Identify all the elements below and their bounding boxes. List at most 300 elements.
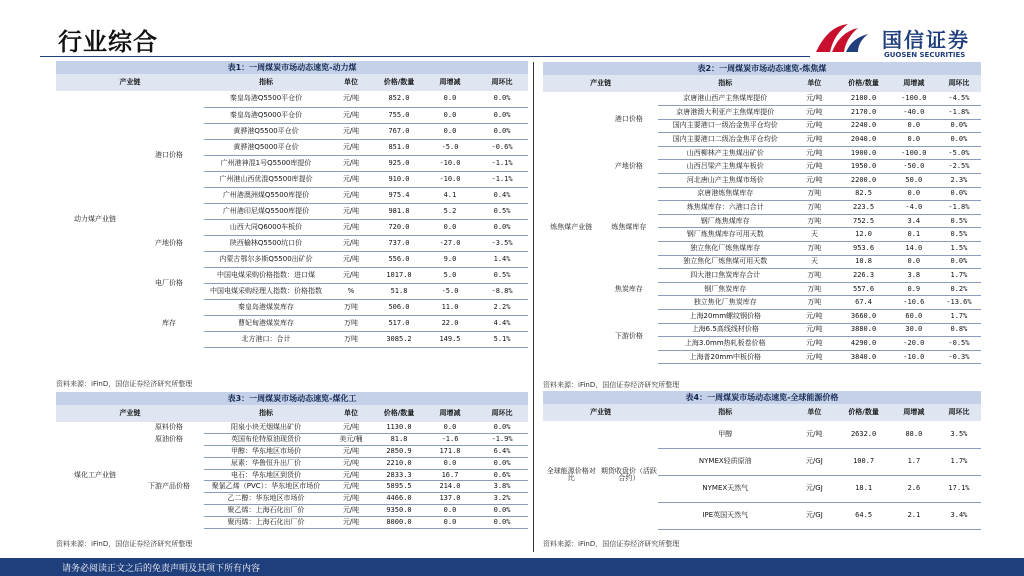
group-label: 原油价格: [155, 435, 183, 444]
unit-cell: 元/吨: [328, 446, 374, 458]
value-cell: 755.0: [374, 107, 424, 123]
weekly-change-cell: 0.1: [891, 228, 937, 242]
header-wpct: 周环比: [937, 404, 981, 421]
indicator-name: 英国布伦特原油现货价: [204, 434, 328, 446]
indicator-name: 独立焦化厂炼焦煤可用天数: [658, 255, 792, 269]
indicator-name: 山西大同Q6000车板价: [204, 219, 328, 235]
indicator-name: 上海普20mm中板价格: [658, 350, 792, 364]
unit-cell: 万吨: [792, 242, 836, 256]
value-cell: 767.0: [374, 123, 424, 139]
weekly-pct-cell: 1.7%: [937, 310, 981, 324]
indicator-name: 尿素：华鲁恒升出厂价: [204, 457, 328, 469]
indicator-name: 北方港口：合计: [204, 331, 328, 347]
unit-cell: 元/吨: [792, 337, 836, 351]
value-cell: 100.7: [836, 448, 890, 475]
value-cell: 2850.9: [374, 446, 424, 458]
indicator-name: 聚乙烯：上海石化出厂价: [204, 505, 328, 517]
weekly-pct-cell: 3.8%: [476, 481, 528, 493]
table-row: [543, 421, 981, 448]
value-cell: 3840.0: [836, 350, 890, 364]
weekly-change-cell: 214.0: [424, 481, 476, 493]
table4-source: 资料来源：iFinD，国信证券经济研究所整理: [543, 540, 680, 548]
weekly-pct-cell: -5.0%: [937, 146, 981, 160]
weekly-change-cell: 11.0: [424, 299, 476, 315]
header-row: [543, 404, 981, 421]
group-label: 电厂价格: [155, 278, 183, 287]
unit-cell: 元/GJ: [792, 502, 836, 529]
brand-name-cn: 国信证券: [882, 28, 970, 52]
weekly-change-cell: -10.0: [424, 171, 476, 187]
value-cell: 82.5: [836, 187, 890, 201]
weekly-change-cell: 30.0: [891, 323, 937, 337]
value-cell: 752.5: [836, 214, 890, 228]
weekly-change-cell: -20.0: [891, 337, 937, 351]
weekly-pct-cell: 0.4%: [476, 187, 528, 203]
weekly-change-cell: 88.0: [891, 421, 937, 448]
weekly-pct-cell: 0.0%: [476, 516, 528, 528]
indicator-name: 黄骅港Q5500平仓价: [204, 123, 328, 139]
value-cell: 851.0: [374, 139, 424, 155]
unit-cell: 天: [792, 228, 836, 242]
unit-cell: 元/吨: [792, 350, 836, 364]
table2-table: [543, 62, 981, 364]
value-cell: 981.8: [374, 203, 424, 219]
weekly-pct-cell: -0.5%: [937, 337, 981, 351]
indicator-name: 秦皇岛港煤炭库存: [204, 299, 328, 315]
value-cell: 51.8: [374, 283, 424, 299]
unit-cell: 元/吨: [328, 251, 374, 267]
value-cell: 3880.0: [836, 323, 890, 337]
indicator-name: 黄骅港Q5000平仓价: [204, 139, 328, 155]
indicator-name: 钢厂炼焦煤库存: [658, 214, 792, 228]
table3-source: 资料来源：iFinD，国信证券经济研究所整理: [56, 540, 193, 548]
indicator-name: IPE英国天然气: [658, 502, 792, 529]
indicator-name: 独立焦化厂炼焦煤库存: [658, 242, 792, 256]
unit-cell: 万吨: [792, 296, 836, 310]
weekly-pct-cell: 0.0%: [476, 107, 528, 123]
indicator-name: 聚氯乙烯（PVC）：华东地区市场价: [204, 481, 328, 493]
chain-label: 煤化工产业链: [74, 470, 116, 479]
value-cell: 12.0: [836, 228, 890, 242]
group-label: 港口价格: [155, 150, 183, 159]
table2-title: 表2：一周煤炭市场动态速览-炼焦煤: [543, 62, 981, 75]
value-cell: 3660.0: [836, 310, 890, 324]
weekly-pct-cell: 2.3%: [937, 174, 981, 188]
weekly-change-cell: -10.6: [891, 296, 937, 310]
weekly-pct-cell: -1.1%: [476, 171, 528, 187]
weekly-pct-cell: 0.5%: [937, 214, 981, 228]
weekly-pct-cell: 0.0%: [937, 133, 981, 147]
table-row: [543, 92, 981, 106]
value-cell: 64.5: [836, 502, 890, 529]
value-cell: 2833.3: [374, 469, 424, 481]
weekly-pct-cell: 3.4%: [937, 502, 981, 529]
unit-cell: 万吨: [328, 299, 374, 315]
unit-cell: 元/吨: [792, 174, 836, 188]
weekly-pct-cell: 0.0%: [476, 219, 528, 235]
unit-cell: 元/吨: [792, 421, 836, 448]
unit-cell: 元/吨: [328, 155, 374, 171]
weekly-change-cell: 2.1: [891, 502, 937, 529]
indicator-name: 甲醇: [658, 421, 792, 448]
indicator-name: 甲醇：华东地区市场价: [204, 446, 328, 458]
weekly-pct-cell: -1.8%: [937, 201, 981, 215]
weekly-change-cell: 0.0: [424, 516, 476, 528]
weekly-change-cell: 0.0: [424, 219, 476, 235]
weekly-pct-cell: 6.4%: [476, 446, 528, 458]
table-row: [56, 422, 528, 434]
weekly-change-cell: -50.0: [891, 160, 937, 174]
weekly-change-cell: 0.0: [891, 119, 937, 133]
value-cell: 557.6: [836, 282, 890, 296]
header-unit: 单位: [792, 75, 836, 92]
header-index: 指标: [204, 74, 328, 91]
value-cell: 506.0: [374, 299, 424, 315]
header-unit: 单位: [328, 74, 374, 91]
value-cell: 737.0: [374, 235, 424, 251]
value-cell: 2210.0: [374, 457, 424, 469]
indicator-name: 山西吕梁产主焦煤车板价: [658, 160, 792, 174]
weekly-change-cell: 4.1: [424, 187, 476, 203]
table4-table: [543, 391, 981, 530]
weekly-change-cell: 0.0: [891, 187, 937, 201]
value-cell: 2632.0: [836, 421, 890, 448]
unit-cell: 元/吨: [328, 505, 374, 517]
value-cell: 1130.0: [374, 422, 424, 434]
table-row: [543, 310, 981, 324]
unit-cell: 万吨: [792, 282, 836, 296]
value-cell: 4290.0: [836, 337, 890, 351]
indicator-name: 广州港澳洲煤Q5500库提价: [204, 187, 328, 203]
table-row: [543, 146, 981, 160]
group-label: 下游价格: [614, 332, 643, 341]
weekly-pct-cell: -1.1%: [476, 155, 528, 171]
weekly-change-cell: 5.2: [424, 203, 476, 219]
table1-panel: [56, 61, 528, 374]
unit-cell: 天: [792, 255, 836, 269]
value-cell: 975.4: [374, 187, 424, 203]
value-cell: 720.0: [374, 219, 424, 235]
header-wchg: 周增减: [424, 405, 476, 422]
weekly-change-cell: -40.0: [891, 106, 937, 120]
group-label: 焦炭库存: [614, 284, 643, 293]
unit-cell: 元/吨: [792, 160, 836, 174]
unit-cell: 元/吨: [328, 469, 374, 481]
indicator-name: 京唐港炼焦煤库存: [658, 187, 792, 201]
unit-cell: 元/吨: [328, 107, 374, 123]
table2-source: 资料来源：iFinD，国信证券经济研究所整理: [543, 381, 680, 389]
table3-title: 表3：一周煤炭市场动态速览-煤化工: [56, 392, 528, 405]
weekly-pct-cell: 5.1%: [476, 331, 528, 347]
weekly-change-cell: 0.0: [424, 457, 476, 469]
indicator-name: 聚丙烯：上海石化出厂价: [204, 516, 328, 528]
weekly-pct-cell: 1.4%: [476, 251, 528, 267]
table3-table: [56, 392, 528, 529]
weekly-change-cell: 3.4: [891, 214, 937, 228]
unit-cell: 元/吨: [328, 203, 374, 219]
value-cell: 226.3: [836, 269, 890, 283]
weekly-change-cell: 5.0: [424, 267, 476, 283]
header-price: 价格/数量: [836, 404, 890, 421]
unit-cell: 万吨: [792, 201, 836, 215]
group-label: 库存: [162, 318, 176, 327]
value-cell: 3085.2: [374, 331, 424, 347]
header-row: [56, 405, 528, 422]
weekly-change-cell: -100.0: [891, 92, 937, 106]
weekly-change-cell: 22.0: [424, 315, 476, 331]
table1-table: [56, 61, 528, 348]
weekly-pct-cell: 0.5%: [476, 267, 528, 283]
value-cell: 1950.0: [836, 160, 890, 174]
unit-cell: 元/吨: [328, 481, 374, 493]
value-cell: 81.8: [374, 434, 424, 446]
header-wpct: 周环比: [476, 74, 528, 91]
group-label: 港口价格: [614, 114, 643, 123]
table-row: [543, 269, 981, 283]
footer-disclaimer: 请务必阅读正文之后的免责声明及其项下所有内容: [62, 564, 261, 574]
weekly-pct-cell: -2.5%: [937, 160, 981, 174]
indicator-name: 京唐港山西产主焦煤库提价: [658, 92, 792, 106]
weekly-change-cell: 60.0: [891, 310, 937, 324]
value-cell: 67.4: [836, 296, 890, 310]
value-cell: 10.8: [836, 255, 890, 269]
weekly-change-cell: -4.0: [891, 201, 937, 215]
weekly-change-cell: 50.0: [891, 174, 937, 188]
weekly-pct-cell: -0.6%: [476, 139, 528, 155]
weekly-pct-cell: -8.8%: [476, 283, 528, 299]
unit-cell: 元/吨: [328, 493, 374, 505]
panel-divider: [533, 62, 534, 552]
chain-label: 炼焦煤产业链: [550, 223, 593, 232]
weekly-change-cell: -1.6: [424, 434, 476, 446]
weekly-change-cell: -5.0: [424, 139, 476, 155]
unit-cell: 元/吨: [792, 133, 836, 147]
header-row: [56, 74, 528, 91]
header-chain: 产业链: [56, 405, 204, 422]
unit-cell: 元/吨: [328, 219, 374, 235]
weekly-change-cell: 0.0: [424, 422, 476, 434]
indicator-name: 乙二醇：华东地区市场价: [204, 493, 328, 505]
unit-cell: 元/吨: [328, 123, 374, 139]
weekly-pct-cell: -3.5%: [476, 235, 528, 251]
table3-panel: [56, 392, 528, 531]
weekly-change-cell: 14.0: [891, 242, 937, 256]
table1-title: 表1：一周煤炭市场动态速览-动力煤: [56, 61, 528, 74]
table4-title: 表4：一周煤炭市场动态速览-全球能源价格: [543, 391, 981, 404]
weekly-pct-cell: 0.0%: [937, 187, 981, 201]
unit-cell: 万吨: [792, 269, 836, 283]
weekly-pct-cell: 4.4%: [476, 315, 528, 331]
unit-cell: 元/吨: [328, 516, 374, 528]
unit-cell: 元/吨: [792, 106, 836, 120]
weekly-pct-cell: 0.0%: [476, 123, 528, 139]
unit-cell: 元/吨: [328, 422, 374, 434]
indicator-name: 独立焦化厂焦炭库存: [658, 296, 792, 310]
header-unit: 单位: [328, 405, 374, 422]
value-cell: 910.0: [374, 171, 424, 187]
title-underline: [40, 56, 810, 57]
weekly-pct-cell: 17.1%: [937, 475, 981, 502]
value-cell: 1900.0: [836, 146, 890, 160]
weekly-pct-cell: 0.5%: [937, 228, 981, 242]
weekly-change-cell: -10.0: [424, 155, 476, 171]
value-cell: 953.6: [836, 242, 890, 256]
header-wchg: 周增减: [891, 404, 937, 421]
unit-cell: %: [328, 283, 374, 299]
weekly-pct-cell: -1.9%: [476, 434, 528, 446]
header-chain: 产业链: [543, 75, 658, 92]
unit-cell: 元/吨: [328, 457, 374, 469]
indicator-name: 中国电煤采购价格指数：进口煤: [204, 267, 328, 283]
weekly-pct-cell: -0.3%: [937, 350, 981, 364]
indicator-name: NYMEX轻质原油: [658, 448, 792, 475]
weekly-change-cell: 0.0: [424, 91, 476, 107]
header-unit: 单位: [792, 404, 836, 421]
group-label: 原料价格: [155, 423, 183, 432]
unit-cell: 元/吨: [328, 187, 374, 203]
weekly-pct-cell: 0.5%: [476, 203, 528, 219]
weekly-change-cell: 2.6: [891, 475, 937, 502]
indicator-name: 曹妃甸港煤炭库存: [204, 315, 328, 331]
table-row: [543, 187, 981, 201]
weekly-change-cell: 1.7: [891, 448, 937, 475]
table4-panel: [543, 391, 981, 531]
weekly-pct-cell: 0.0%: [476, 422, 528, 434]
weekly-pct-cell: 0.0%: [476, 505, 528, 517]
value-cell: 517.0: [374, 315, 424, 331]
weekly-change-cell: 0.0: [891, 255, 937, 269]
weekly-pct-cell: 2.2%: [476, 299, 528, 315]
indicator-name: 内蒙古鄂尔多斯Q5500出矿价: [204, 251, 328, 267]
indicator-name: NYMEX天然气: [658, 475, 792, 502]
weekly-pct-cell: 0.6%: [476, 469, 528, 481]
indicator-name: 上海3.0mm热轧板卷价格: [658, 337, 792, 351]
value-cell: 9350.0: [374, 505, 424, 517]
weekly-pct-cell: 0.2%: [937, 282, 981, 296]
indicator-name: 秦皇岛港Q5500平仓价: [204, 91, 328, 107]
indicator-name: 秦皇岛港Q5000平仓价: [204, 107, 328, 123]
indicator-name: 中国电煤采购经理人指数：价格指数: [204, 283, 328, 299]
weekly-change-cell: 3.8: [891, 269, 937, 283]
table2-panel: [543, 62, 981, 378]
unit-cell: 元/吨: [792, 310, 836, 324]
indicator-name: 钢厂焦炭库存: [658, 282, 792, 296]
unit-cell: 元/吨: [328, 235, 374, 251]
value-cell: 8000.0: [374, 516, 424, 528]
weekly-pct-cell: 0.0%: [476, 457, 528, 469]
weekly-change-cell: -10.0: [891, 350, 937, 364]
indicator-name: 钢厂炼焦煤库存可用天数: [658, 228, 792, 242]
unit-cell: 美元/桶: [328, 434, 374, 446]
weekly-change-cell: 0.9: [891, 282, 937, 296]
weekly-pct-cell: -13.6%: [937, 296, 981, 310]
unit-cell: 元/吨: [792, 92, 836, 106]
indicator-name: 广州港山西优混Q5500库提价: [204, 171, 328, 187]
header-price: 价格/数量: [836, 75, 890, 92]
weekly-change-cell: 0.0: [424, 123, 476, 139]
weekly-change-cell: 149.5: [424, 331, 476, 347]
weekly-pct-cell: 3.5%: [937, 421, 981, 448]
weekly-pct-cell: 1.5%: [937, 242, 981, 256]
indicator-name: 阳泉小块无烟煤出矿价: [204, 422, 328, 434]
chain-label: 全球能源价格对比: [546, 467, 596, 482]
header-price: 价格/数量: [374, 405, 424, 422]
value-cell: 18.1: [836, 475, 890, 502]
weekly-pct-cell: 0.0%: [937, 255, 981, 269]
header-chain: 产业链: [543, 404, 658, 421]
weekly-change-cell: -5.0: [424, 283, 476, 299]
value-cell: 852.0: [374, 91, 424, 107]
indicator-name: 上海6.5高线线材价格: [658, 323, 792, 337]
unit-cell: 万吨: [328, 331, 374, 347]
weekly-change-cell: 16.7: [424, 469, 476, 481]
weekly-change-cell: 171.8: [424, 446, 476, 458]
weekly-change-cell: 9.0: [424, 251, 476, 267]
brand-name-en: GUOSEN SECURITIES: [884, 51, 966, 59]
weekly-pct-cell: 0.8%: [937, 323, 981, 337]
indicator-name: 陕西榆林Q5500坑口价: [204, 235, 328, 251]
unit-cell: 万吨: [792, 214, 836, 228]
weekly-change-cell: 137.0: [424, 493, 476, 505]
indicator-name: 国内主要港口二级冶金焦平仓均价: [658, 133, 792, 147]
header-wchg: 周增减: [424, 74, 476, 91]
chain-label: 动力煤产业链: [74, 214, 116, 223]
group-label: 炼焦煤库存: [611, 223, 647, 232]
header-wchg: 周增减: [891, 75, 937, 92]
unit-cell: 元/GJ: [792, 475, 836, 502]
header-index: 指标: [658, 404, 792, 421]
indicator-name: 山西柳林产主焦煤出矿价: [658, 146, 792, 160]
weekly-pct-cell: 0.0%: [476, 91, 528, 107]
weekly-change-cell: 0.0: [424, 505, 476, 517]
value-cell: 223.5: [836, 201, 890, 215]
weekly-pct-cell: 1.7%: [937, 448, 981, 475]
indicator-name: 四大港口焦炭库存合计: [658, 269, 792, 283]
weekly-pct-cell: -4.5%: [937, 92, 981, 106]
header-price: 价格/数量: [374, 74, 424, 91]
indicator-name: 广州港印尼煤Q5500库提价: [204, 203, 328, 219]
value-cell: 2170.0: [836, 106, 890, 120]
group-label: 期货收盘价（活跃合约）: [600, 467, 657, 482]
value-cell: 5895.5: [374, 481, 424, 493]
unit-cell: 元/吨: [328, 171, 374, 187]
group-label: 产地价格: [155, 238, 183, 247]
indicator-name: 国内主要港口一级冶金焦平仓均价: [658, 119, 792, 133]
unit-cell: 万吨: [792, 187, 836, 201]
unit-cell: 元/吨: [792, 146, 836, 160]
value-cell: 2100.0: [836, 92, 890, 106]
unit-cell: 元/吨: [328, 267, 374, 283]
header-wpct: 周环比: [937, 75, 981, 92]
weekly-pct-cell: -1.8%: [937, 106, 981, 120]
table-row: [56, 91, 528, 107]
value-cell: 2200.0: [836, 174, 890, 188]
page-title: 行业综合: [58, 28, 158, 56]
unit-cell: 元/GJ: [792, 448, 836, 475]
header-chain: 产业链: [56, 74, 204, 91]
header-index: 指标: [204, 405, 328, 422]
weekly-pct-cell: 1.7%: [937, 269, 981, 283]
unit-cell: 元/吨: [328, 91, 374, 107]
value-cell: 2240.0: [836, 119, 890, 133]
value-cell: 2040.0: [836, 133, 890, 147]
unit-cell: 万吨: [328, 315, 374, 331]
header-index: 指标: [658, 75, 792, 92]
group-label: 产地价格: [614, 162, 643, 171]
weekly-change-cell: 0.0: [424, 107, 476, 123]
unit-cell: 元/吨: [792, 119, 836, 133]
table1-source: 资料来源：iFinD，国信证券经济研究所整理: [56, 380, 193, 388]
